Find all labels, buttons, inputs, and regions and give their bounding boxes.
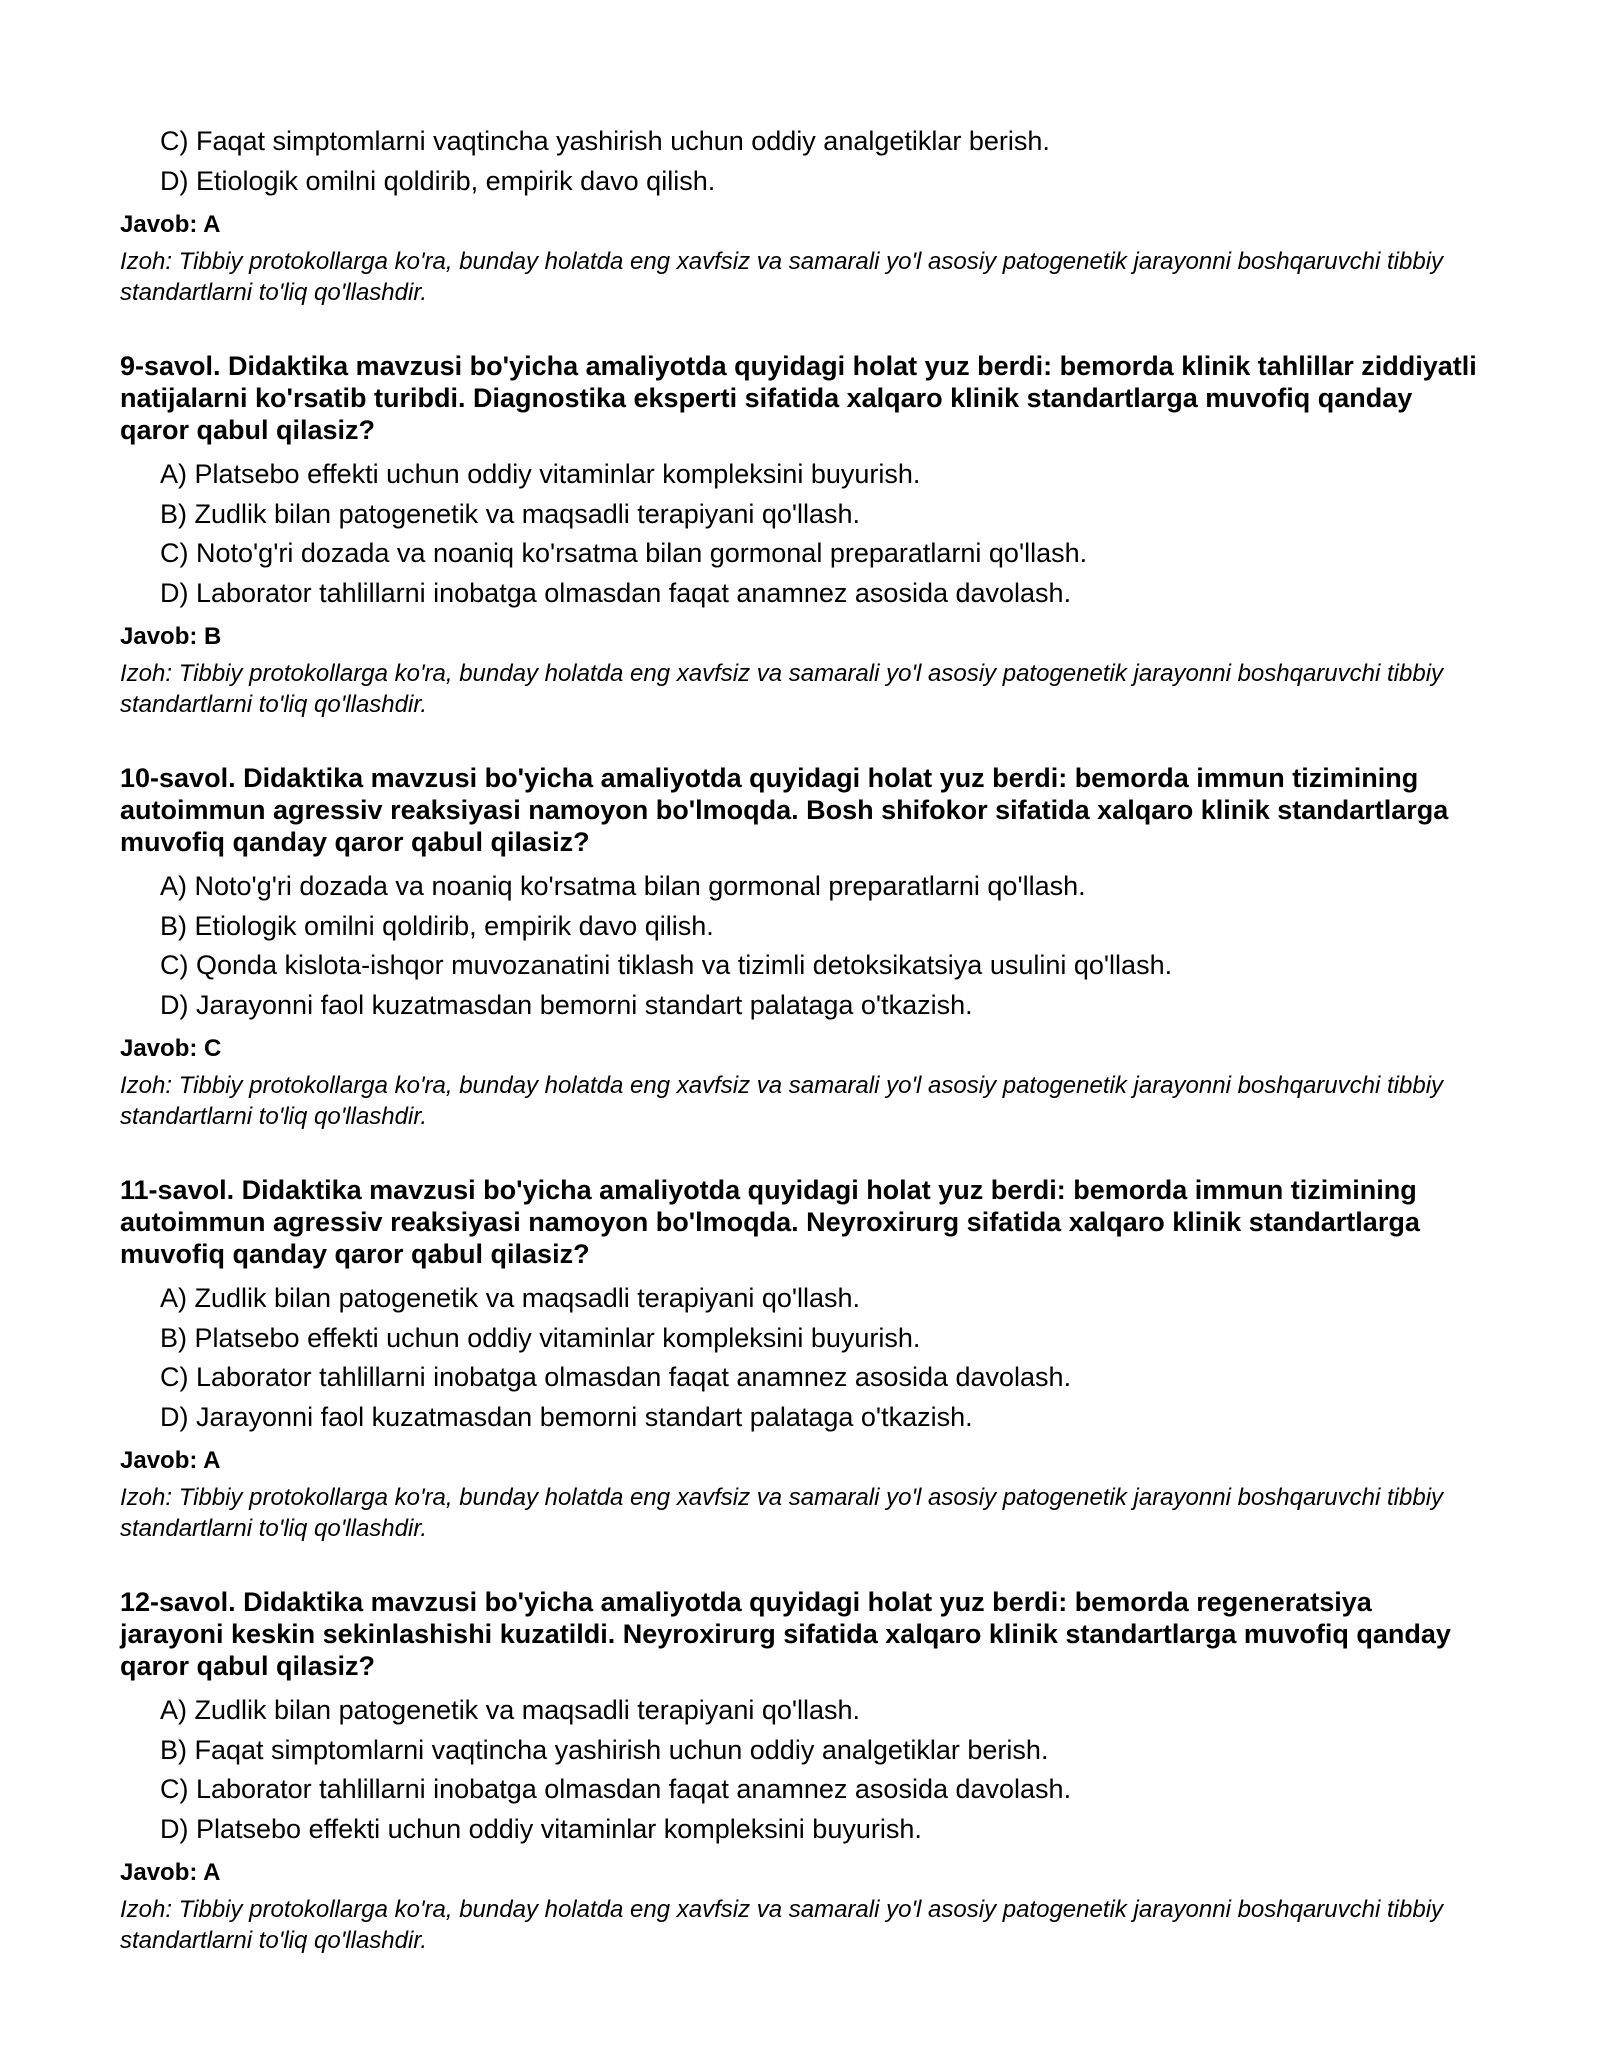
explanation-note: Izoh: Tibbiy protokollarga ko'ra, bunday holatda eng xavfsiz va samarali yo'l asosiy patogenetik jarayonni boshqaruvchi tibbiy standartlarni to'liq qo'llashdir. [120, 1896, 1444, 1954]
question-block-12 [120, 1586, 1480, 1956]
question-text: 11-savol. Didaktika mavzusi bo'yicha amaliyotda quyidagi holat yuz berdi: bemorda immun tizimining autoimmun agressiv reaksiyasi namoyon bo'lmoqda. Neyroxirurg sifatida xalqaro klinik standartlarga muvofiq qanday qaror qabul qilasiz? [120, 1175, 1420, 1269]
option-b: B) Faqat simptomlarni vaqtincha yashirish uchun oddiy analgetiklar berish. [160, 1734, 1049, 1765]
option-d: D) Platsebo effekti uchun oddiy vitaminlar kompleksini buyurish. [160, 1813, 922, 1844]
explanation-note: Izoh: Tibbiy protokollarga ko'ra, bunday holatda eng xavfsiz va samarali yo'l asosiy patogenetik jarayonni boshqaruvchi tibbiy standartlarni to'liq qo'llashdir. [120, 660, 1444, 718]
option-a: A) Platsebo effekti uchun oddiy vitaminlar kompleksini buyurish. [160, 459, 921, 489]
question-block-11 [120, 1174, 1480, 1544]
option-d: D) Laborator tahlillarni inobatga olmasdan faqat anamnez asosida davolash. [160, 577, 1072, 608]
question-text: 10-savol. Didaktika mavzusi bo'yicha amaliyotda quyidagi holat yuz berdi: bemorda immun tizimining autoimmun agressiv reaksiyasi namoyon bo'lmoqda. Bosh shifokor sifatida xalqaro klinik standartlarga muvofiq qanday qaror qabul qilasiz? [120, 763, 1449, 857]
option-b: B) Etiologik omilni qoldirib, empirik davo qilish. [160, 910, 714, 941]
answer-label: Javob: A [120, 211, 221, 238]
explanation-note: Izoh: Tibbiy protokollarga ko'ra, bunday holatda eng xavfsiz va samarali yo'l asosiy patogenetik jarayonni boshqaruvchi tibbiy standartlarni to'liq qo'llashdir. [120, 1484, 1444, 1542]
option-c: C) Faqat simptomlarni vaqtincha yashirish uchun oddiy analgetiklar berish. [160, 126, 1050, 156]
question-block-10 [120, 762, 1480, 1132]
option-list [120, 1691, 1480, 1849]
option-list [120, 122, 1480, 201]
answer-label: Javob: C [120, 1035, 222, 1062]
option-c: C) Noto'g'ri dozada va noaniq ko'rsatma bilan gormonal preparatlarni qo'llash. [160, 538, 1088, 568]
document-page [120, 122, 1480, 1956]
answer-label: Javob: A [120, 1859, 221, 1886]
option-list [120, 1279, 1480, 1437]
answer-label: Javob: B [120, 623, 222, 650]
option-a: A) Zudlik bilan patogenetik va maqsadli terapiyani qo'llash. [160, 1695, 861, 1725]
option-b: B) Zudlik bilan patogenetik va maqsadli terapiyani qo'llash. [160, 498, 861, 529]
option-a: A) Zudlik bilan patogenetik va maqsadli terapiyani qo'llash. [160, 1283, 861, 1313]
explanation-note: Izoh: Tibbiy protokollarga ko'ra, bunday holatda eng xavfsiz va samarali yo'l asosiy patogenetik jarayonni boshqaruvchi tibbiy standartlarni to'liq qo'llashdir. [120, 1072, 1444, 1130]
question-text: 9-savol. Didaktika mavzusi bo'yicha amaliyotda quyidagi holat yuz berdi: bemorda klinik tahlillar ziddiyatli natijalarni ko'rsatib turibdi. Diagnostika eksperti sifatida xalqaro klinik standartlarga muvofiq qanday qaror qabul qilasiz? [120, 351, 1477, 445]
option-list [120, 867, 1480, 1025]
option-list [120, 455, 1480, 613]
question-block-continued [120, 122, 1480, 308]
option-a: A) Noto'g'ri dozada va noaniq ko'rsatma bilan gormonal preparatlarni qo'llash. [160, 871, 1086, 901]
explanation-note: Izoh: Tibbiy protokollarga ko'ra, bunday holatda eng xavfsiz va samarali yo'l asosiy patogenetik jarayonni boshqaruvchi tibbiy standartlarni to'liq qo'llashdir. [120, 248, 1444, 306]
option-d: D) Jarayonni faol kuzatmasdan bemorni standart palataga o'tkazish. [160, 989, 973, 1020]
question-text: 12-savol. Didaktika mavzusi bo'yicha amaliyotda quyidagi holat yuz berdi: bemorda regeneratsiya jarayoni keskin sekinlashishi kuzatildi. Neyroxirurg sifatida xalqaro klinik standartlarga muvofiq qanday qaror qabul qilasiz? [120, 1587, 1451, 1681]
option-c: C) Laborator tahlillarni inobatga olmasdan faqat anamnez asosida davolash. [160, 1362, 1072, 1392]
option-b: B) Platsebo effekti uchun oddiy vitaminlar kompleksini buyurish. [160, 1322, 921, 1353]
option-c: C) Qonda kislota-ishqor muvozanatini tiklash va tizimli detoksikatsiya usulini qo'llash. [160, 950, 1173, 980]
option-d: D) Etiologik omilni qoldirib, empirik davo qilish. [160, 165, 716, 196]
question-block-9 [120, 350, 1480, 720]
option-d: D) Jarayonni faol kuzatmasdan bemorni standart palataga o'tkazish. [160, 1401, 973, 1432]
option-c: C) Laborator tahlillarni inobatga olmasdan faqat anamnez asosida davolash. [160, 1774, 1072, 1804]
answer-label: Javob: A [120, 1447, 221, 1474]
